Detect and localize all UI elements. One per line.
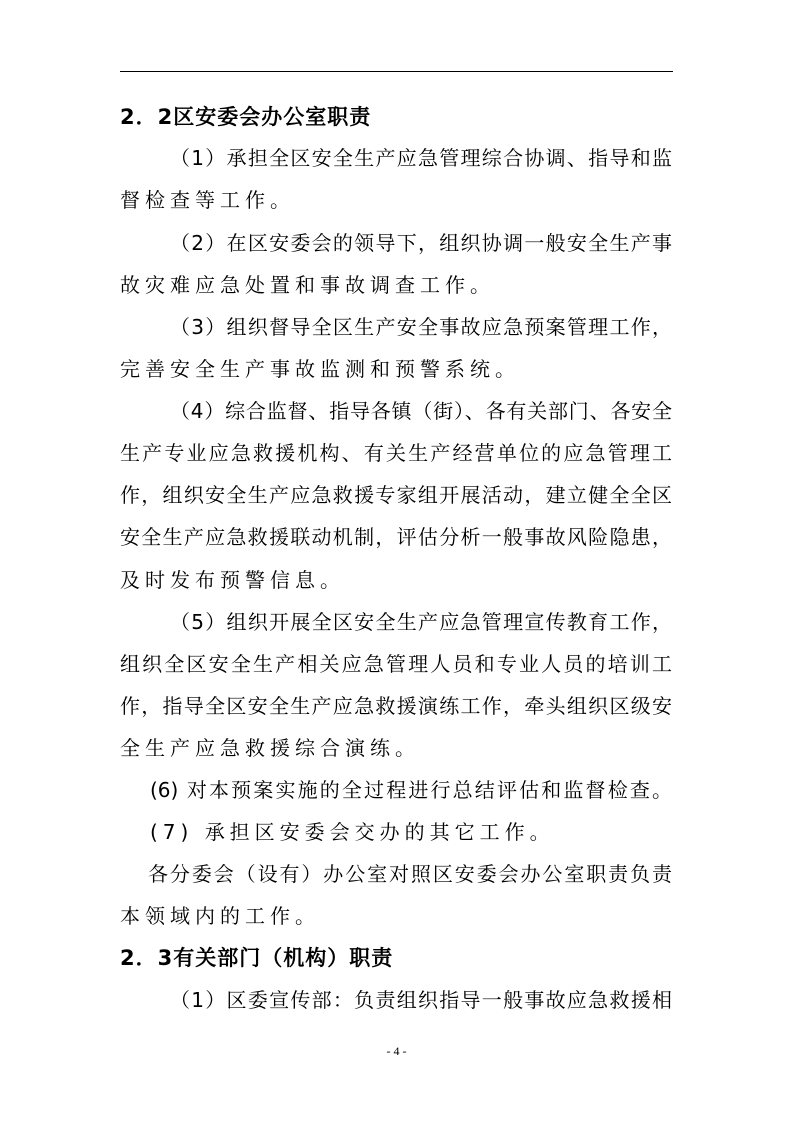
paragraph-line: 及时发布预警信息。 bbox=[120, 568, 345, 592]
paragraph-line: （1）承担全区安全生产应急管理综合协调、指导和监 bbox=[170, 146, 672, 170]
paragraph-line: 全生产应急救援综合演练。 bbox=[120, 736, 420, 760]
paragraph-line: 本领域内的工作。 bbox=[120, 904, 320, 928]
paragraph-line: （3）组织督导全区生产安全事故应急预案管理工作， bbox=[170, 315, 672, 339]
page-number: - 4 - bbox=[386, 1044, 407, 1058]
paragraph-line: 组织全区安全生产相关应急管理人员和专业人员的培训工 bbox=[120, 652, 672, 676]
section-heading-2-3: 2．3有关部门（机构）职责 bbox=[120, 946, 394, 970]
paragraph-line: 作，指导全区安全生产应急救援演练工作，牵头组织区级安 bbox=[120, 694, 672, 718]
header-rule bbox=[120, 71, 673, 72]
paragraph-line: 完善安全生产事故监测和预警系统。 bbox=[120, 357, 520, 381]
paragraph-line: 生产专业应急救援机构、有关生产经营单位的应急管理工 bbox=[120, 441, 672, 465]
paragraph-line: 各分委会（设有）办公室对照区安委会办公室职责负责 bbox=[148, 862, 672, 886]
paragraph-line: (6) 对本预案实施的全过程进行总结评估和监督检查。 bbox=[150, 778, 672, 802]
paragraph-line: （4）综合监督、指导各镇（街）、各有关部门、各安全 bbox=[170, 399, 672, 423]
paragraph-line: 安全生产应急救援联动机制，评估分析一般事故风险隐患， bbox=[120, 525, 672, 549]
paragraph-line: （2）在区安委会的领导下，组织协调一般安全生产事 bbox=[170, 231, 672, 255]
paragraph-line: (7) 承担区安委会交办的其它工作。 bbox=[150, 820, 555, 844]
paragraph-line: 故灾难应急处置和事故调查工作。 bbox=[120, 273, 495, 297]
paragraph-line: （1）区委宣传部：负责组织指导一般事故应急救援相 bbox=[170, 988, 672, 1012]
paragraph-line: （5）组织开展全区安全生产应急管理宣传教育工作， bbox=[170, 610, 672, 634]
paragraph-line: 督检查等工作。 bbox=[120, 188, 295, 212]
paragraph-line: 作，组织安全生产应急救援专家组开展活动，建立健全全区 bbox=[120, 483, 672, 507]
section-heading-2-2: 2．2区安委会办公室职责 bbox=[120, 105, 372, 129]
